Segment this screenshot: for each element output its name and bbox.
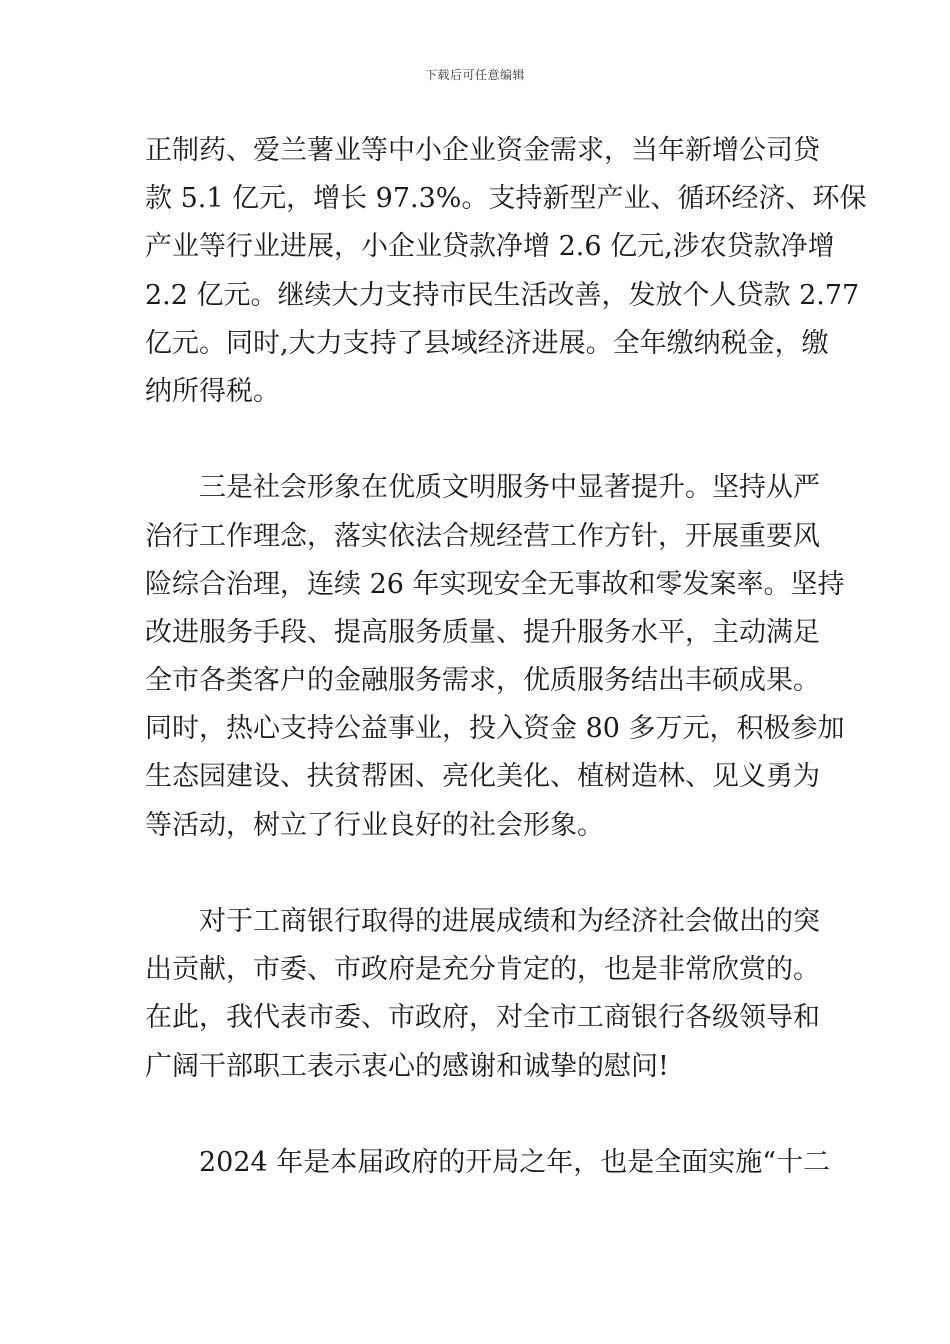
- text-line: 广阔干部职工表示衷心的感谢和诚挚的慰问!: [145, 1050, 669, 1082]
- paragraph-spacer: [145, 416, 810, 464]
- text-line: 纳所得税。: [145, 375, 280, 407]
- text-line: 在此，我代表市委、市政府，对全市工商银行各级领导和: [145, 1002, 820, 1034]
- paragraph-spacer: [145, 1091, 810, 1139]
- paragraph: [145, 898, 820, 1091]
- paragraph: [145, 1139, 831, 1187]
- paragraph: [145, 127, 867, 416]
- text-line: 正制药、爱兰薯业等中小企业资金需求，当年新增公司贷: [145, 135, 820, 166]
- text-line: 全市各类客户的金融服务需求，优质服务结出丰硕成果。: [145, 665, 820, 697]
- paragraph: [145, 464, 845, 850]
- text-line: 险综合治理，连续 26 年实现安全无事故和零发案率。坚持: [145, 568, 845, 600]
- text-line: 出贡献，市委、市政府是充分肯定的，也是非常欣赏的。: [145, 954, 820, 986]
- text-line: 对于工商银行取得的进展成绩和为经济社会做出的突: [199, 906, 820, 937]
- document-body: [145, 127, 867, 1187]
- page-header: 下载后可任意编辑: [424, 68, 525, 82]
- text-line: 产业等行业进展，小企业贷款净增 2.6 亿元,涉农贷款净增: [145, 231, 835, 263]
- text-line: 生态园建设、扶贫帮困、亮化美化、植树造林、见义勇为: [145, 761, 820, 793]
- text-line: 改进服务手段、提高服务质量、提升服务水平，主动满足: [145, 616, 820, 648]
- text-line: 等活动，树立了行业良好的社会形象。: [145, 809, 604, 841]
- text-line: 2.2 亿元。继续大力支持市民生活改善，发放个人贷款 2.77: [145, 279, 860, 311]
- text-line: 亿元。同时,大力支持了县域经济进展。全年缴纳税金，缴: [145, 327, 829, 359]
- paragraph-spacer: [145, 850, 810, 898]
- text-line: 款 5.1 亿元，增长 97.3%。支持新型产业、循环经济、环保: [145, 183, 867, 215]
- text-line: 同时，热心支持公益事业，投入资金 80 多万元，积极参加: [145, 713, 845, 745]
- text-line: 2024 年是本届政府的开局之年，也是全面实施“十二: [199, 1146, 831, 1178]
- text-line: 三是社会形象在优质文明服务中显著提升。坚持从严: [199, 472, 820, 504]
- text-line: 治行工作理念，落实依法合规经营工作方针，开展重要风: [145, 520, 820, 552]
